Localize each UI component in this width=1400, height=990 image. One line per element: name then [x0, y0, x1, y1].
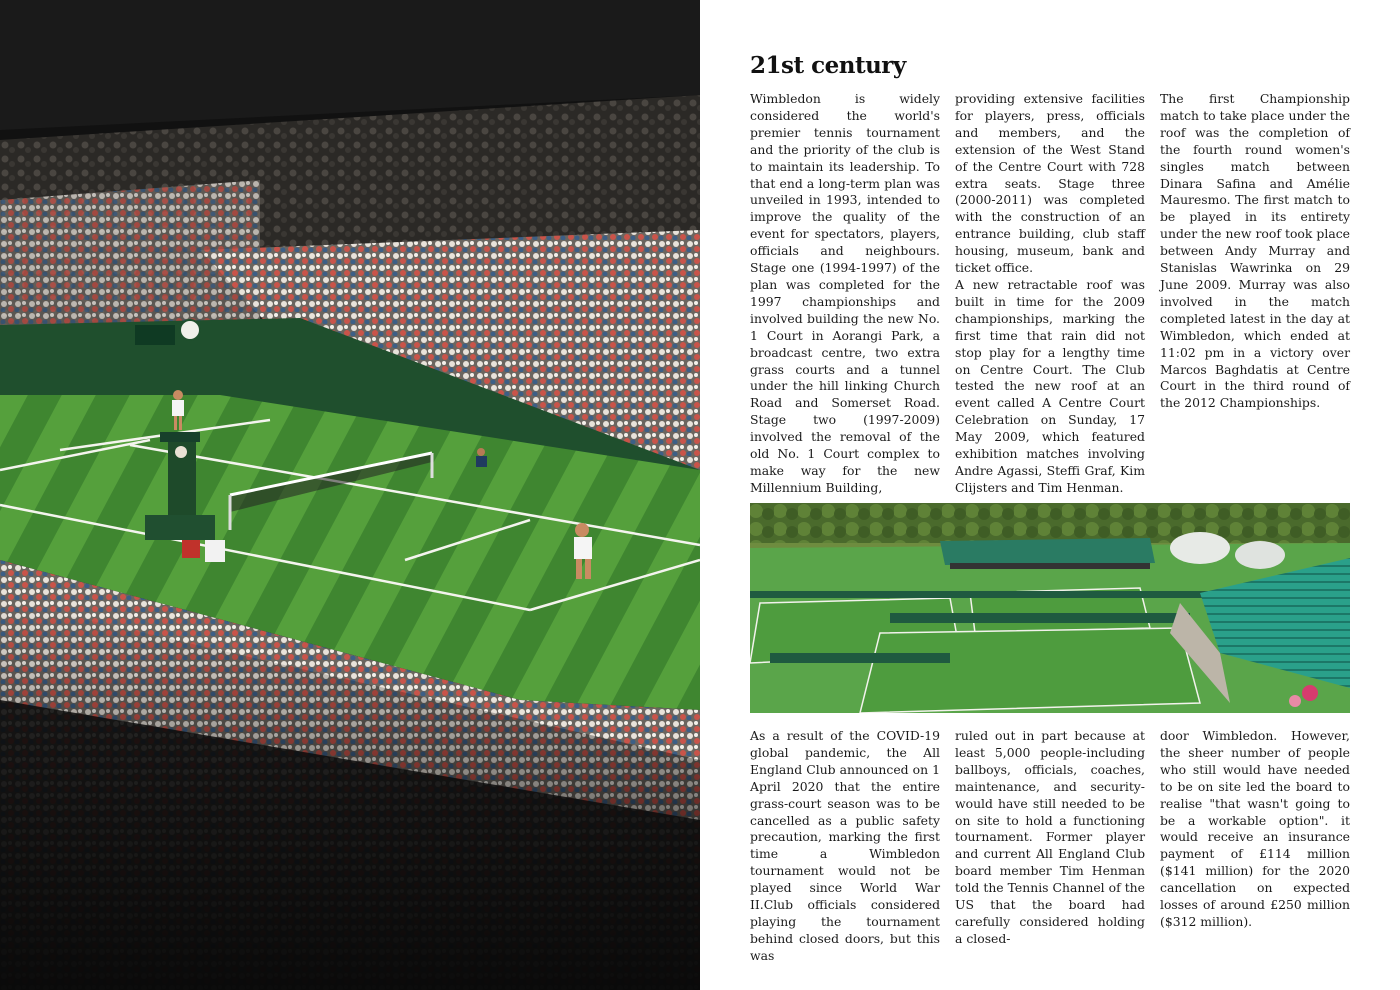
- top-column-2: [955, 91, 1145, 497]
- outer-courts-illustration: [750, 503, 1350, 713]
- paragraph: ruled out in part because at least 5,000 people-including ballboys, officials, coaches, maintenance, and security-would have still needed to be on site to hold a functioning tournament. Former player and current All England Club board member Tim Henman told the Tennis Channel of the US that the board had carefully considered holding a closed-: [955, 728, 1145, 946]
- paragraph: providing extensive facilities for players, press, officials and members, and the extension of the West Stand of the Centre Court with 728 extra seats. Stage three (2000-2011) was completed with the construction of an entrance building, club staff housing, museum, bank and ticket office.: [955, 91, 1145, 276]
- grandstand: [940, 538, 1155, 565]
- bottom-column-1: [750, 728, 940, 965]
- outer-courts-photo: [750, 503, 1350, 713]
- paragraph: The first Championship match to take place under the roof was the completion of the fourth round women's singles match between Dinara Safina and Amélie Mauresmo. The first match to be played in its entirety under the new roof took place between Andy Murray and Stanislas Wawrinka on 29 June 2009. Murray was also involved in the match completed latest in the day at Wimbledon, which ended at 11:02 pm in a victory over Marcos Baghdatis at Centre Court in the third round of the 2012 Championships.: [1160, 91, 1350, 411]
- clock: [180, 320, 200, 340]
- paragraph: Wimbledon is widely considered the world's premier tennis tournament and the priority of the club is to maintain its leadership. To that end a long-term plan was unveiled in 1993, intended to improve the quality of the event for spectators, players, officials and neighbours. Stage one (1994-1997) of the plan was completed for the 1997 championships and involved building the new No. 1 Court in Aorangi Park, a broadcast centre, two extra grass courts and a tunnel under the hill linking Church Road and Somerset Road. Stage two (1997-2009) involved the removal of the old No. 1 Court complex to make way for the new Millennium Building,: [750, 91, 940, 495]
- paragraph: A new retractable roof was built in time for the 2009 championships, marking the first time that rain did not stop play for a lengthy time on Centre Court. The Club tested the new roof at an event called A Centre Court Celebration on Sunday, 17 May 2009, which featured exhibition matches involving Andre Agassi, Steffi Graf, Kim Clijsters and Tim Henman.: [955, 276, 1145, 495]
- article-page: [700, 0, 1400, 990]
- section-heading: 21st century: [750, 52, 906, 79]
- bottom-column-3: [1160, 728, 1350, 931]
- dome: [1235, 541, 1285, 569]
- paragraph: door Wimbledon. However, the sheer number of people who still would have needed to be on site led the board to realise "that wasn't going to be a workable option". it would receive an insurance payment of £114 million ($141 million) for the 2020 cancellation on expected losses of around £250 million ($312 million).: [1160, 728, 1350, 929]
- paragraph: As a result of the COVID-19 global pandemic, the All England Club announced on 1 April 2020 that the entire grass-court season was to be cancelled as a public safety precaution, marking the first time a Wimbledon tournament would not be played since World War II.Club officials considered playing the tournament behind closed doors, but this was: [750, 728, 940, 963]
- tree-line: [750, 503, 1350, 543]
- top-column-1: [750, 91, 940, 497]
- scoreboard: [135, 325, 175, 345]
- bottom-column-2: [955, 728, 1145, 948]
- dome: [1170, 532, 1230, 564]
- top-column-3: [1160, 91, 1350, 412]
